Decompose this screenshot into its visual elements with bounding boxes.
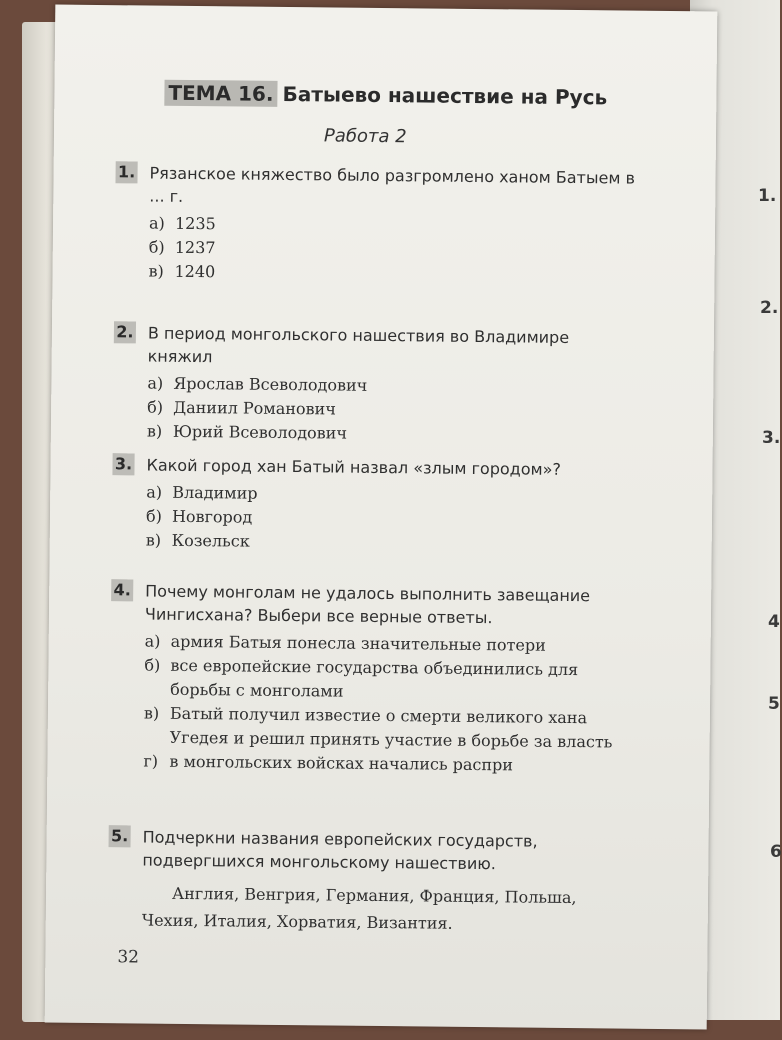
question-text: Рязанское княжество было разгромлено ханом Батыем в ... г. <box>149 163 636 206</box>
answer-text: армия Батыя понесла значительные потери <box>170 631 546 655</box>
answer-letter: в) <box>145 530 162 550</box>
question-5 <box>108 825 629 938</box>
topic-label: ТЕМА 16. <box>164 80 277 107</box>
question-text: Какой город хан Батый назвал «злым городом»? <box>146 455 562 479</box>
answer-list <box>148 212 635 289</box>
country-line[interactable]: Англия, Венгрия, Германия, Франция, Польша, <box>171 883 577 908</box>
question-number: 1. <box>115 161 137 183</box>
answer-letter: б) <box>144 655 161 675</box>
answer-option[interactable] <box>143 750 629 779</box>
answer-text: все европейские государства объединились для борьбы с монголами <box>170 655 579 701</box>
answer-text: 1240 <box>174 261 216 282</box>
answer-letter: в) <box>146 421 163 441</box>
answer-text: в монгольских войсках начались распри <box>169 751 514 775</box>
question-text: В период монгольского нашествия во Владимире княжил <box>147 323 570 367</box>
answer-letter: а) <box>147 373 164 393</box>
answer-letter: б) <box>148 237 165 257</box>
answer-option[interactable] <box>146 529 632 558</box>
page-number: 32 <box>117 947 140 968</box>
adjacent-question-number: 3. <box>762 428 781 448</box>
country-line[interactable]: Чехия, Италия, Хорватия, Византия. <box>141 910 453 933</box>
answer-list <box>146 481 633 558</box>
adjacent-question-number: 2. <box>760 298 779 318</box>
answer-option[interactable] <box>147 420 633 449</box>
answer-text: Юрий Всеволодович <box>172 421 348 443</box>
adjacent-question-number: 1. <box>758 186 777 206</box>
answer-text: Даниил Романович <box>173 397 336 419</box>
topic-heading <box>164 80 634 111</box>
answer-text: Владимир <box>172 482 258 503</box>
worksheet-page <box>45 5 718 1030</box>
answer-letter: а) <box>144 631 161 651</box>
adjacent-question-number: 4 <box>768 612 780 632</box>
answer-text: 1237 <box>174 237 216 258</box>
work-subtitle: Работа 2 <box>323 125 407 148</box>
answer-text: Ярослав Всеволодович <box>173 373 368 395</box>
answer-letter: б) <box>147 397 164 417</box>
question-number: 4. <box>111 579 133 601</box>
adjacent-question-number: 6 <box>770 842 782 862</box>
question-number: 5. <box>109 825 131 847</box>
answer-letter: в) <box>148 261 164 281</box>
answer-text: Козельск <box>171 530 250 551</box>
answer-letter: в) <box>143 703 160 723</box>
answer-list <box>143 630 630 779</box>
question-1 <box>114 161 635 288</box>
answer-letter: а) <box>146 482 163 502</box>
question-text: Почему монголам не удалось выполнить завещание Чингисхана? Выбери все верные ответы. <box>144 581 591 628</box>
adjacent-question-number: 5 <box>768 694 780 714</box>
question-3 <box>112 453 633 557</box>
answer-list <box>147 372 634 449</box>
topic-title: Батыево нашествие на Русь <box>282 81 608 110</box>
answer-letter: г) <box>143 751 159 771</box>
question-number: 3. <box>112 453 134 475</box>
question-number: 2. <box>114 321 136 343</box>
answer-text: Батый получил известие о смерти великого хана Угедея и решил принять участие в борьбе за власть <box>169 703 613 752</box>
answer-text: 1235 <box>174 213 216 234</box>
answer-option[interactable] <box>148 260 634 289</box>
question-2 <box>113 321 634 448</box>
answer-letter: а) <box>148 213 165 233</box>
question-text: Подчеркни названия европейских государств, подвергшихся монгольскому нашествию. <box>142 827 538 874</box>
question-4 <box>109 579 631 778</box>
answer-letter: б) <box>145 506 162 526</box>
answer-option[interactable] <box>144 654 630 707</box>
answer-option[interactable] <box>144 702 630 755</box>
country-list <box>142 880 629 939</box>
answer-text: Новгород <box>171 506 253 527</box>
